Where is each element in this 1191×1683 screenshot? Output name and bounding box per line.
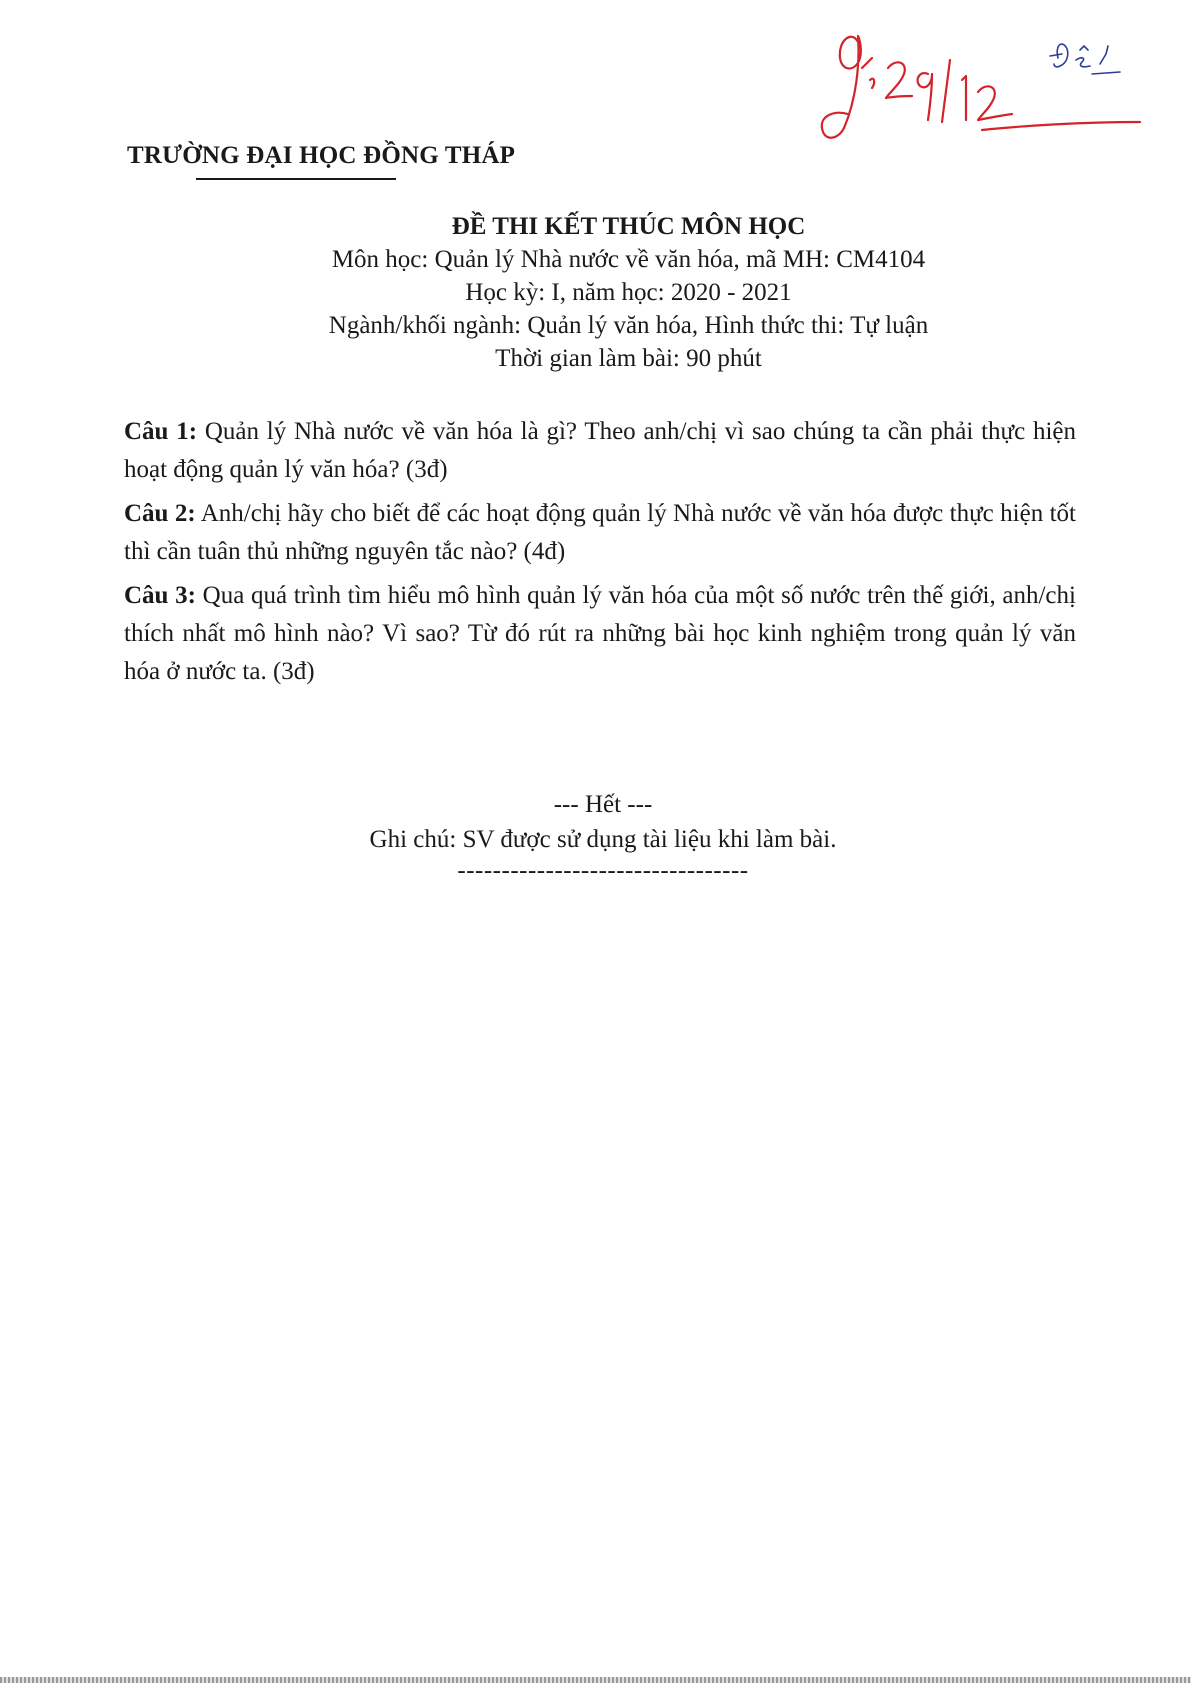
- question-2: [124, 495, 1076, 571]
- duration-line: Thời gian làm bài: 90 phút: [495, 345, 762, 372]
- question-list: [124, 413, 1076, 697]
- school-name: TRƯỜNG ĐẠI HỌC ĐỒNG THÁP: [127, 142, 516, 169]
- question-text: Qua quá trình tìm hiểu mô hình quản lý văn hóa của một số nước trên thế giới, anh/chị thích nhất mô hình nào? Vì sao? Từ đó rút ra những bài học kinh nghiệm trong quản lý văn hóa ở nước ta. (3đ): [124, 582, 1076, 685]
- exam-header: [0, 210, 1191, 375]
- question-label: Câu 2:: [124, 500, 196, 527]
- course-line: Môn học: Quản lý Nhà nước về văn hóa, mã MH: CM4104: [331, 246, 926, 273]
- question-label: Câu 3:: [124, 582, 196, 609]
- question-text: Anh/chị hãy cho biết để các hoạt động quản lý Nhà nước về văn hóa được thực hiện tốt thì cần tuân thủ những nguyên tắc nào? (4đ): [124, 500, 1076, 565]
- major-line: Ngành/khối ngành: Quản lý văn hóa, Hình thức thi: Tự luận: [328, 312, 929, 339]
- end-marker: --- Hết ---: [553, 791, 653, 818]
- question-text: Quản lý Nhà nước về văn hóa là gì? Theo anh/chị vì sao chúng ta cần phải thực hiện hoạt động quản lý văn hóa? (3đ): [124, 418, 1076, 483]
- scan-edge: [0, 1677, 1191, 1683]
- exam-title: ĐỀ THI KẾT THÚC MÔN HỌC: [451, 213, 806, 240]
- semester-line: Học kỳ: I, năm học: 2020 - 2021: [465, 279, 792, 306]
- question-1: [124, 413, 1076, 489]
- question-label: Câu 1:: [124, 418, 198, 445]
- footer-rule: ---------------------------------: [457, 857, 749, 884]
- exam-footer: [0, 787, 1191, 885]
- school-underline: [196, 178, 396, 180]
- footer-note: Ghi chú: SV được sử dụng tài liệu khi làm bài.: [369, 826, 837, 853]
- handwritten-annotation: [800, 10, 1160, 160]
- question-3: [124, 577, 1076, 691]
